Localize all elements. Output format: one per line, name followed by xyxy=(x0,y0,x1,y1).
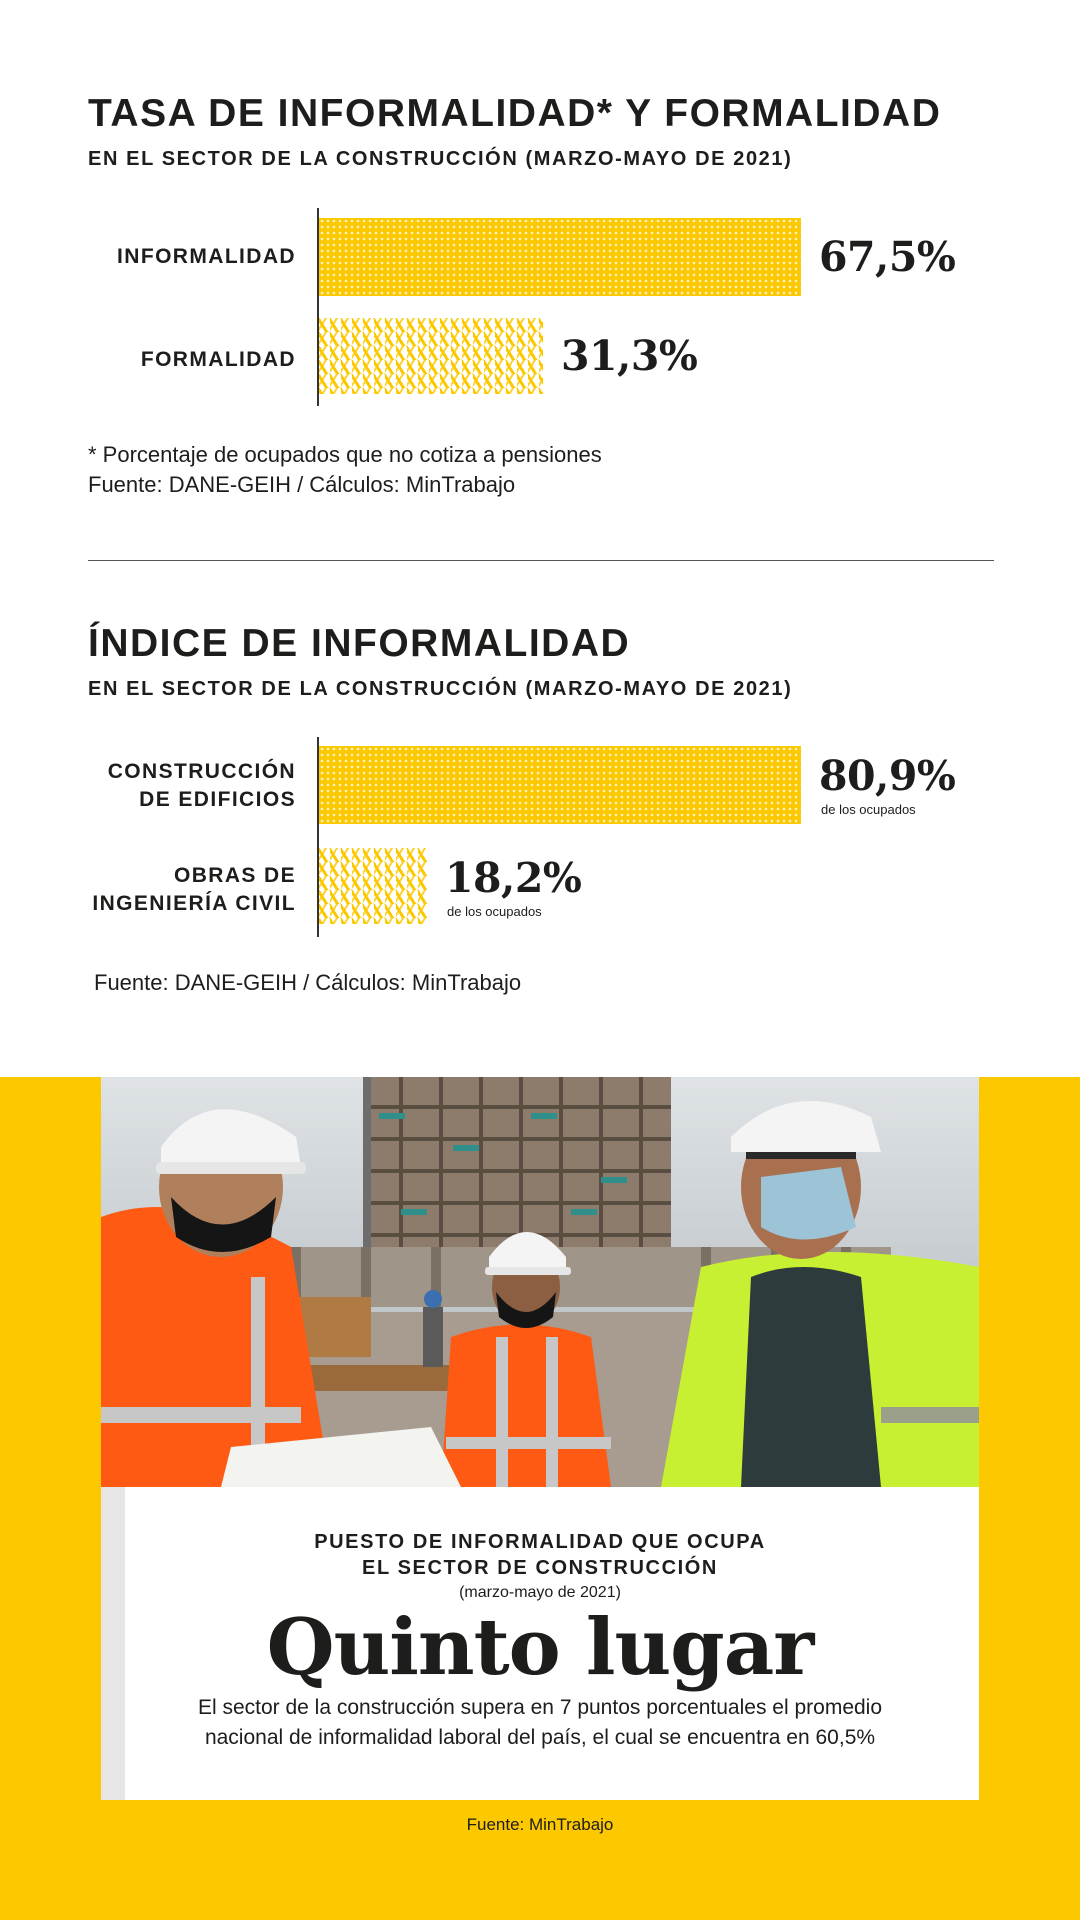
chart1-category-label: INFORMALIDAD xyxy=(117,245,296,268)
card-headline: Quinto lugar xyxy=(266,1602,814,1693)
construction-workers-photo xyxy=(101,1077,979,1487)
chart1-footnote: * Porcentaje de ocupados que no cotiza a pensiones xyxy=(88,442,602,467)
chart2-value-label: 80,9% xyxy=(819,752,956,800)
card-kicker-line2: EL SECTOR DE CONSTRUCCIÓN xyxy=(362,1557,718,1579)
chart1-bar-formalidad xyxy=(319,318,543,394)
chart2-subtitle: EN EL SECTOR DE LA CONSTRUCCIÓN (MARZO-MAYO DE 2021) xyxy=(88,678,793,700)
chart2-value-note: de los ocupados xyxy=(447,904,542,919)
card-kicker-line1: PUESTO DE INFORMALIDAD QUE OCUPA xyxy=(314,1531,766,1553)
chart2-category-label: OBRAS DE INGENIERÍA CIVIL xyxy=(92,864,296,915)
chart2-category-label: CONSTRUCCIÓN DE EDIFICIOS xyxy=(107,760,296,811)
chart2-value-label: 18,2% xyxy=(445,854,582,902)
chart2-bar-ingenieria xyxy=(319,848,427,924)
chart2-title: ÍNDICE DE INFORMALIDAD xyxy=(88,622,631,665)
chart2-value-note: de los ocupados xyxy=(821,802,916,817)
photo-illustration xyxy=(101,1077,979,1487)
chart2-source: Fuente: DANE-GEIH / Cálculos: MinTrabajo xyxy=(94,970,522,995)
footer-source: Fuente: MinTrabajo xyxy=(466,1815,614,1834)
chart1-value-label: 67,5% xyxy=(819,233,956,281)
chart1-source: Fuente: DANE-GEIH / Cálculos: MinTrabajo xyxy=(88,472,516,497)
chart1-bar-informalidad xyxy=(319,218,801,296)
card-period: (marzo-mayo de 2021) xyxy=(459,1584,621,1601)
chart1-category-label: FORMALIDAD xyxy=(140,348,296,371)
chart1-title: TASA DE INFORMALIDAD* Y FORMALIDAD xyxy=(88,92,942,135)
section-divider xyxy=(88,560,994,561)
card-body-line2: nacional de informalidad laboral del país, el cual se encuentra en 60,5% xyxy=(204,1726,876,1749)
info-card xyxy=(101,1487,979,1800)
chart2-bar-edificios xyxy=(319,746,801,824)
chart1-value-label: 31,3% xyxy=(561,332,698,380)
card-body-line1: El sector de la construcción supera en 7 puntos porcentuales el promedio xyxy=(197,1696,883,1719)
chart1-subtitle: EN EL SECTOR DE LA CONSTRUCCIÓN (MARZO-MAYO DE 2021) xyxy=(88,148,793,170)
